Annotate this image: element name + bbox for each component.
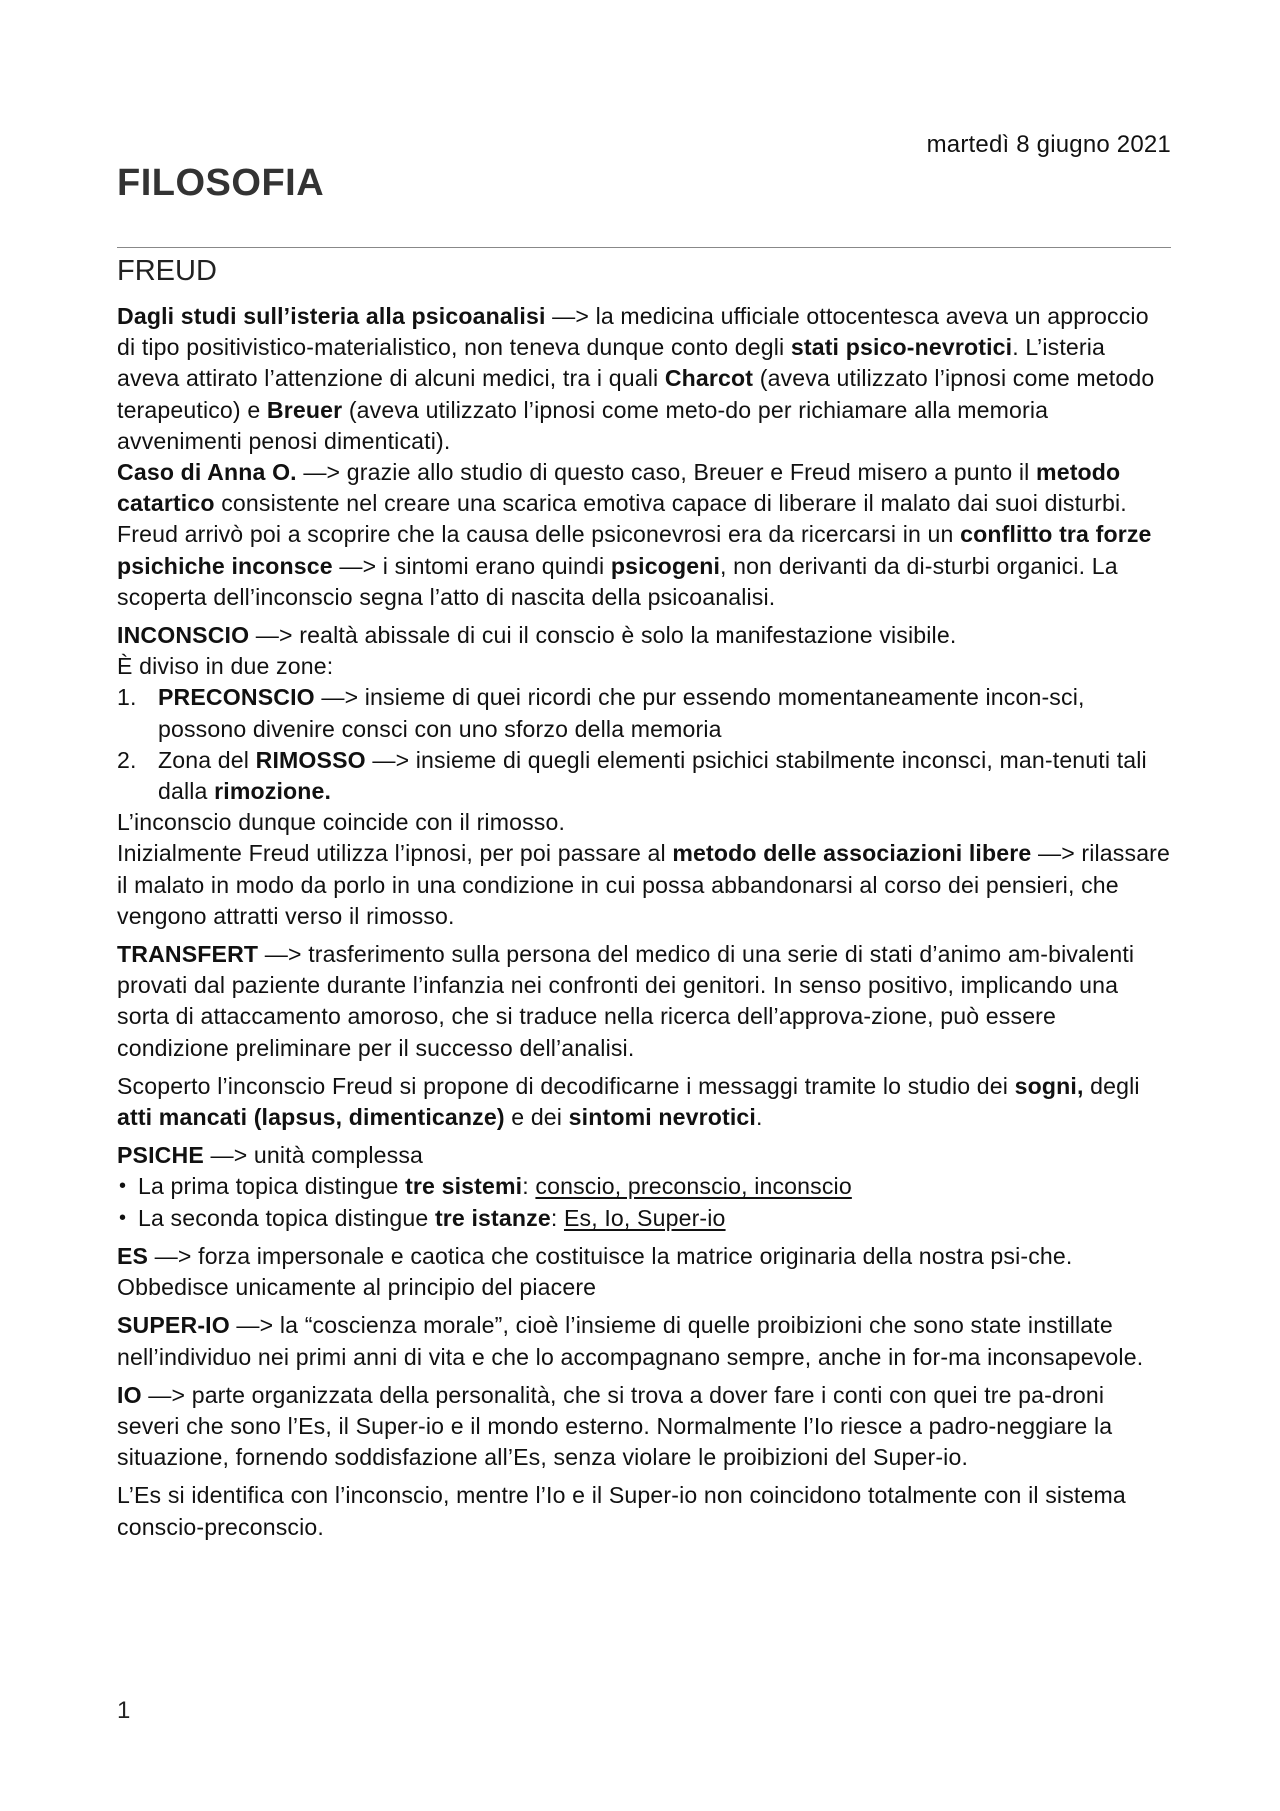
list-item: • La seconda topica distingue tre istanze: Es, Io, Super-io	[117, 1203, 1171, 1234]
paragraph-zone: È diviso in due zone:	[117, 653, 334, 680]
document-date: martedì 8 giugno 2021	[926, 131, 1171, 158]
document-body	[117, 301, 1171, 1543]
bullet-icon: •	[119, 1175, 127, 1198]
paragraph-conflitto: Freud arrivò poi a scoprire che la causa delle psiconevrosi era da ricercarsi in un conflitto tra forze psichiche inconsce —> i sintomi erano quindi psicogeni, non derivanti da di-sturbi organici. La scoperta dell’inconscio segna l’atto di nascita della psicoanalisi.	[117, 521, 1152, 610]
numbered-list	[117, 682, 1171, 807]
term-heading: SUPER-IO	[117, 1312, 230, 1339]
paragraph-associazioni: Inizialmente Freud utilizza l’ipnosi, per poi passare al metodo delle associazioni libere —> rilassare il malato in modo da porlo in una condizione in cui possa abbandonarsi al corso dei pensieri, che vengono attratti verso il rimosso.	[117, 840, 1171, 929]
list-item: 1. PRECONSCIO —> insieme di quei ricordi che pur essendo momentaneamente incon-sci, possono divenire consci con uno sforzo della memoria	[117, 684, 1085, 742]
paragraph-io: IO —> parte organizzata della personalità, che si trova a dover fare i conti con quei tre pa-droni severi che sono l’Es, il Super-io e il mondo esterno. Normalmente l’Io riesce a padro-neggiare la situazione, fornendo soddisfazione all’Es, senza violare le proibizioni del Super-io.	[117, 1381, 1113, 1471]
title-divider	[117, 247, 1171, 248]
term-heading: INCONSCIO	[117, 622, 250, 649]
list-item: 2. Zona del RIMOSSO —> insieme di quegli elementi psichici stabilmente inconsci, man-tenuti tali dalla rimozione.	[117, 746, 1147, 805]
paragraph-inconscio: INCONSCIO —> realtà abissale di cui il conscio è solo la manifestazione visibile.	[117, 622, 957, 649]
paragraph-es: ES —> forza impersonale e caotica che costituisce la matrice originaria della nostra psi-che. Obbedisce unicamente al principio del piacere	[117, 1242, 1073, 1301]
list-item: • La prima topica distingue tre sistemi: conscio, preconscio, inconscio	[117, 1171, 1171, 1202]
paragraph-psiche: PSICHE —> unità complessa	[117, 1142, 424, 1169]
paragraph-rimosso: L’inconscio dunque coincide con il rimosso.	[117, 809, 566, 836]
bullet-list	[117, 1171, 1171, 1233]
term-heading: IO	[117, 1381, 142, 1408]
term-heading: PSICHE	[117, 1142, 204, 1169]
paragraph-intro: Dagli studi sull’isteria alla psicoanalisi —> la medicina ufficiale ottocentesca aveva un approccio di tipo positivistico-materialistico, non teneva dunque conto degli stati psico-nevrotici. L’isteria aveva attirato l’attenzione di alcuni medici, tra i quali Charcot (aveva utilizzato l’ipnosi come metodo terapeutico) e Breuer (aveva utilizzato l’ipnosi come meto-do per richiamare alla memoria avvenimenti penosi dimenticati).	[117, 303, 1155, 454]
term-heading: TRANSFERT	[117, 941, 259, 968]
page-title: FILOSOFIA	[117, 162, 325, 204]
term-heading: Dagli studi sull’isteria alla psicoanalisi	[117, 303, 546, 329]
paragraph-anna-o: Caso di Anna O. —> grazie allo studio di questo caso, Breuer e Freud misero a punto il metodo catartico consistente nel creare una scarica emotiva capace di liberare il malato dai suoi disturbi.	[117, 459, 1127, 517]
paragraph-super-io: SUPER-IO —> la “coscienza morale”, cioè l’insieme di quelle proibizioni che sono state instillate nell’individuo nei primi anni di vita e che lo accompagnano sempre, anche in for-ma inconsapevole.	[117, 1312, 1144, 1370]
term-heading: Caso di Anna O.	[117, 459, 297, 486]
paragraph-scoperto: Scoperto l’inconscio Freud si propone di decodificarne i messaggi tramite lo studio dei sogni, degli atti mancati (lapsus, dimenticanze) e dei sintomi nevrotici.	[117, 1072, 1140, 1131]
section-heading: FREUD	[117, 255, 217, 287]
paragraph-transfert: TRANSFERT —> trasferimento sulla persona del medico di una serie di stati d’animo am-bivalenti provati dal paziente durante l’infanzia nei confronti dei genitori. In senso positivo, implicando una sorta di attaccamento amoroso, che si traduce nella ricerca dell’approva-zione, può essere condizione preliminare per il successo dell’analisi.	[117, 941, 1135, 1061]
term-heading: ES	[117, 1242, 149, 1269]
paragraph-conclusion: L’Es si identifica con l’inconscio, mentre l’Io e il Super-io non coincidono totalmente con il sistema conscio-preconscio.	[117, 1482, 1126, 1540]
bullet-icon: •	[119, 1206, 127, 1229]
page-number: 1	[117, 1697, 131, 1724]
